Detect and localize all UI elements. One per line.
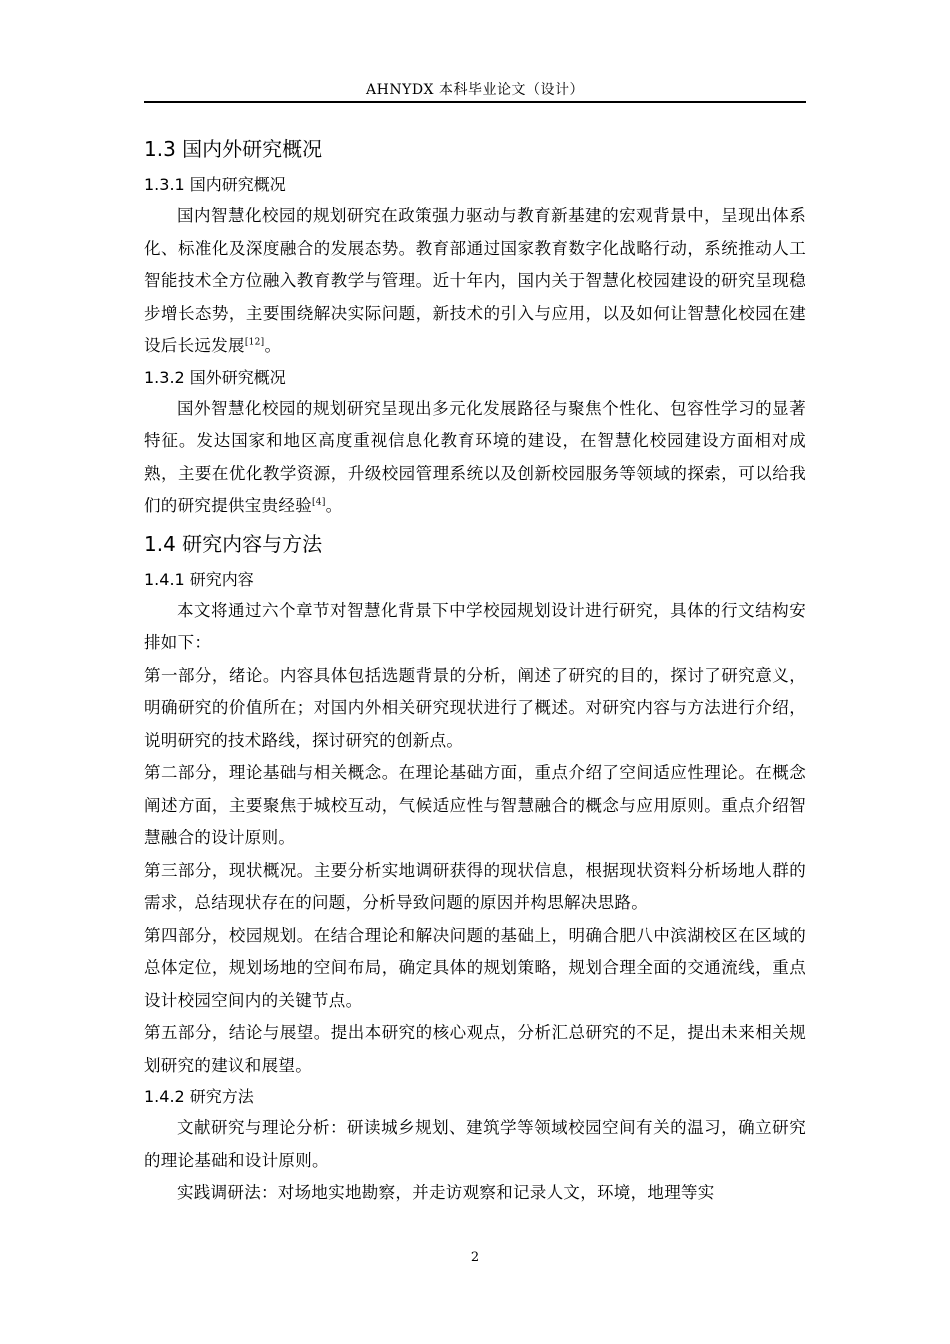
header-rule	[144, 101, 806, 103]
section-heading-1-3: 1.3 国内外研究概况	[144, 137, 323, 161]
citation-ref: [4]	[312, 497, 326, 508]
paragraph-text: 国内智慧化校园的规划研究在政策强力驱动与教育新基建的宏观背景中，呈现出体系化、标准化及深度融合的发展态势。教育部通过国家教育数字化战略行动，系统推动人工智能技术全方位融入教育教学与管理。近十年内，国内关于智慧化校园建设的研究呈现稳步增长态势，主要围绕解决实际问题，新技术的引入与应用，以及如何让智慧化校园在建设后长远发展	[144, 206, 806, 355]
paragraph-part-1: 第一部分，绪论。内容具体包括选题背景的分析，阐述了研究的目的，探讨了研究意义，明确研究的价值所在；对国内外相关研究现状进行了概述。对研究内容与方法进行介绍，说明研究的技术路线，探讨研究的创新点。	[144, 665, 806, 750]
paragraph-text: 国外智慧化校园的规划研究呈现出多元化发展路径与聚焦个性化、包容性学习的显著特征。发达国家和地区高度重视信息化教育环境的建设，在智慧化校园建设方面相对成熟，主要在优化教学资源，升级校园管理系统以及创新校园服务等领域的探索，可以给我们的研究提供宝贵经验	[144, 398, 806, 515]
subsection-heading-1-4-2: 1.4.2 研究方法	[144, 1087, 254, 1106]
paragraph-domestic-research	[144, 200, 806, 363]
subsection-heading-1-4-1: 1.4.1 研究内容	[144, 569, 254, 589]
subsection-heading-1-3-1: 1.3.1 国内研究概况	[144, 175, 286, 194]
paragraph-method-fieldwork: 实践调研法：对场地实地勘察，并走访观察和记录人文，环境，地理等实	[177, 1183, 715, 1202]
paragraph-part-5: 第五部分，结论与展望。提出本研究的核心观点，分析汇总研究的不足，提出未来相关规划研究的建议和展望。	[144, 1023, 806, 1075]
page-header: AHNYDX 本科毕业论文（设计）	[366, 82, 584, 98]
section-heading-1-4: 1.4 研究内容与方法	[144, 531, 323, 556]
page-number: 2	[470, 1250, 480, 1265]
paragraph-part-3: 第三部分，现状概况。主要分析实地调研获得的现状信息，根据现状资料分析场地人群的需求，总结现状存在的问题，分析导致问题的原因并构思解决思路。	[144, 860, 806, 912]
paragraph-content-intro: 本文将通过六个章节对智慧化背景下中学校园规划设计进行研究，具体的行文结构安排如下：	[144, 600, 806, 652]
paragraph-part-4: 第四部分，校园规划。在结合理论和解决问题的基础上，明确合肥八中滨湖校区在区域的总体定位，规划场地的空间布局，确定具体的规划策略，规划合理全面的交通流线，重点设计校园空间内的关键节点。	[144, 925, 806, 1010]
paragraph-method-literature: 文献研究与理论分析：研读城乡规划、建筑学等领域校园空间有关的温习，确立研究的理论基础和设计原则。	[144, 1118, 806, 1170]
page-body	[144, 128, 806, 1210]
paragraph-foreign-research	[144, 393, 806, 523]
citation-ref: [12]	[244, 337, 265, 348]
paragraph-end: 。	[325, 496, 343, 515]
paragraph-end: 。	[264, 336, 282, 355]
subsection-heading-1-3-2: 1.3.2 国外研究概况	[144, 367, 286, 387]
paragraph-part-2: 第二部分，理论基础与相关概念。在理论基础方面，重点介绍了空间适应性理论。在概念阐述方面，主要聚焦于城校互动，气候适应性与智慧融合的概念与应用原则。重点介绍智慧融合的设计原则。	[144, 763, 806, 847]
